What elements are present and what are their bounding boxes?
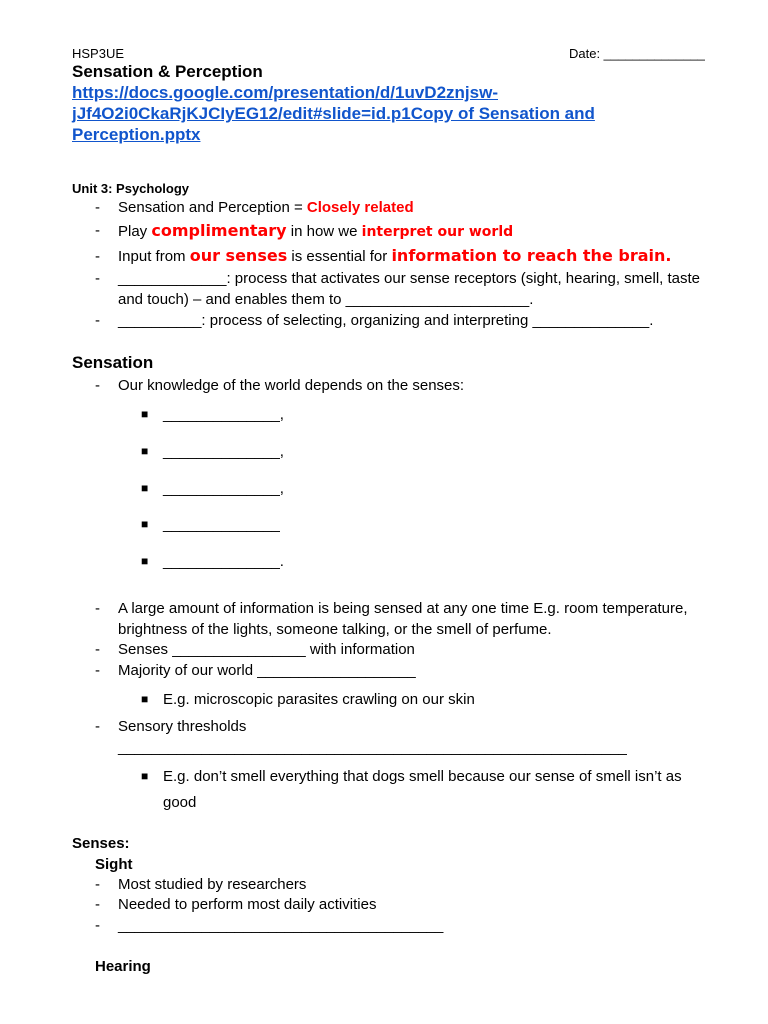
sense-blank-2: ______________, bbox=[163, 443, 284, 460]
highlight-brain: information to reach the brain. bbox=[391, 246, 672, 265]
unit-heading: Unit 3: Psychology bbox=[72, 181, 190, 196]
sensation-bullet-5: Sensory thresholds bbox=[118, 718, 247, 735]
page-title: Sensation & Perception bbox=[72, 62, 263, 81]
highlight-interpret: interpret our world bbox=[361, 224, 514, 240]
slides-link-line-1[interactable]: https://docs.google.com/presentation/d/1uvD2znjsw- bbox=[72, 83, 498, 102]
bullet-text: in how we bbox=[286, 223, 362, 240]
dash-bullet: - bbox=[95, 718, 100, 735]
sense-blank-5: ______________. bbox=[163, 553, 284, 570]
square-bullet: ■ bbox=[141, 554, 149, 568]
example-dogs-line-1: E.g. don’t smell everything that dogs smell because our sense of smell isn’t as bbox=[163, 768, 682, 785]
dash-bullet: - bbox=[95, 270, 100, 287]
bullet-text: Play bbox=[118, 223, 152, 240]
senses-heading: Senses: bbox=[72, 835, 130, 852]
dash-bullet: - bbox=[95, 896, 100, 913]
square-bullet: ■ bbox=[141, 517, 149, 531]
square-bullet: ■ bbox=[141, 481, 149, 495]
sensation-bullet-2-line-1: A large amount of information is being sensed at any one time E.g. room temperature, bbox=[118, 600, 688, 617]
square-bullet: ■ bbox=[141, 444, 149, 458]
unit-bullet-4-line-1: _____________: process that activates our sense receptors (sight, hearing, smell, taste bbox=[118, 270, 701, 287]
sensation-bullet-4: Majority of our world ___________________ bbox=[118, 662, 416, 679]
bullet-text: Sensation and Perception = bbox=[118, 199, 307, 216]
sense-blank-3: ______________, bbox=[163, 480, 284, 497]
sight-item-2: Needed to perform most daily activities bbox=[118, 896, 377, 913]
dash-bullet: - bbox=[95, 600, 100, 617]
course-code: HSP3UE bbox=[72, 46, 125, 61]
dash-bullet: - bbox=[95, 876, 100, 893]
sight-heading: Sight bbox=[95, 856, 133, 873]
highlight-closely-related: Closely related bbox=[306, 199, 414, 216]
dash-bullet: - bbox=[95, 377, 100, 394]
bullet-text: Input from bbox=[118, 248, 190, 265]
dash-bullet: - bbox=[95, 312, 100, 329]
hearing-heading: Hearing bbox=[95, 958, 151, 975]
unit-bullet-1 bbox=[118, 199, 414, 216]
dash-bullet: - bbox=[95, 917, 100, 934]
dash-bullet: - bbox=[95, 222, 100, 239]
square-bullet: ■ bbox=[141, 692, 149, 706]
highlight-complimentary: complimentary bbox=[151, 221, 287, 240]
square-bullet: ■ bbox=[141, 769, 149, 783]
sensation-bullet-1: Our knowledge of the world depends on the senses: bbox=[118, 377, 465, 394]
example-dogs-line-2: good bbox=[163, 794, 197, 811]
dash-bullet: - bbox=[95, 199, 100, 216]
slides-link-line-3[interactable]: Perception.pptx bbox=[72, 125, 201, 144]
slides-link-line-2[interactable]: jJf4O2i0CkaRjKJCIyEG12/edit#slide=id.p1Copy of Sensation and bbox=[72, 104, 595, 123]
sense-blank-1: ______________, bbox=[163, 406, 284, 423]
sight-item-3: _______________________________________ bbox=[118, 917, 444, 934]
example-parasites: E.g. microscopic parasites crawling on our skin bbox=[163, 691, 475, 708]
unit-bullet-5: __________: process of selecting, organizing and interpreting ______________. bbox=[118, 312, 654, 329]
unit-bullet-2 bbox=[118, 221, 513, 240]
unit-bullet-3 bbox=[118, 246, 671, 265]
threshold-blank: _____________________________________________________________ bbox=[118, 739, 627, 756]
unit-bullet-4-line-2: and touch) – and enables them to ______________________. bbox=[118, 291, 534, 308]
dash-bullet: - bbox=[95, 248, 100, 265]
sensation-heading: Sensation bbox=[72, 353, 154, 372]
sensation-bullet-3: Senses ________________ with information bbox=[118, 641, 415, 658]
dash-bullet: - bbox=[95, 641, 100, 658]
highlight-our-senses: our senses bbox=[189, 246, 288, 265]
square-bullet: ■ bbox=[141, 407, 149, 421]
sight-item-1: Most studied by researchers bbox=[118, 876, 307, 893]
date-field: Date: ______________ bbox=[569, 46, 705, 61]
sense-blank-4: ______________ bbox=[163, 516, 280, 533]
dash-bullet: - bbox=[95, 662, 100, 679]
bullet-text: is essential for bbox=[287, 248, 392, 265]
sensation-bullet-2-line-2: brightness of the lights, someone talking, or the smell of perfume. bbox=[118, 621, 552, 638]
